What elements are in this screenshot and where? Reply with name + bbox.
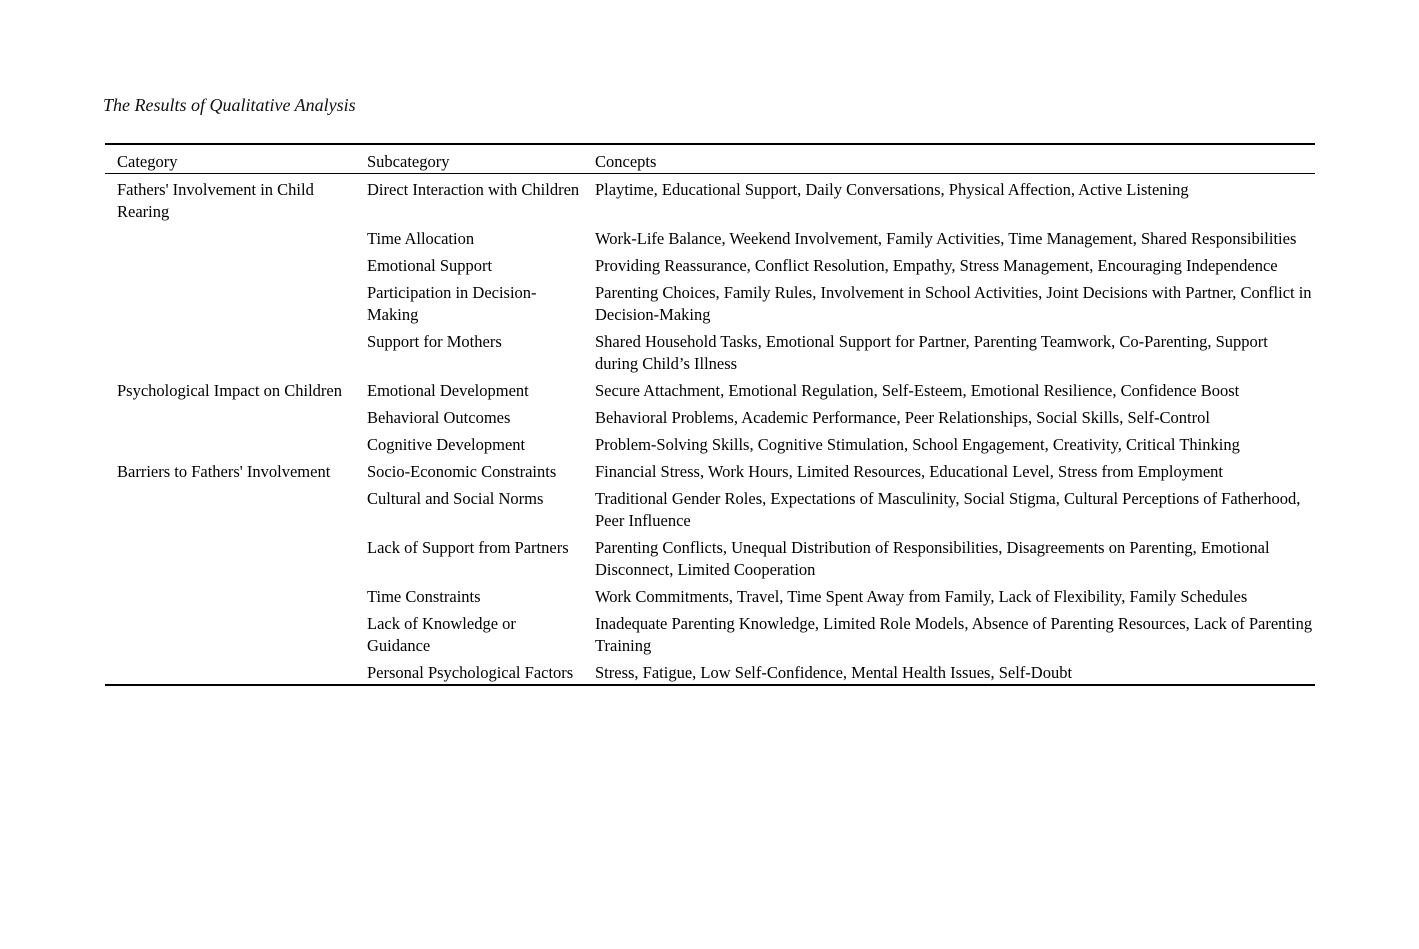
category-cell — [105, 429, 355, 456]
table-row — [105, 581, 1315, 608]
concepts-cell: Behavioral Problems, Academic Performance, Peer Relationships, Social Skills, Self-Control — [595, 408, 1210, 427]
table-row — [105, 326, 1315, 375]
subcategory-cell: Emotional Development — [367, 381, 529, 400]
subcategory-cell: Emotional Support — [367, 256, 493, 275]
table-body — [105, 174, 1315, 686]
category-cell — [105, 532, 355, 581]
subcategory-cell: Behavioral Outcomes — [367, 408, 511, 427]
category-cell — [105, 581, 355, 608]
category-cell: Barriers to Fathers' Involvement — [117, 462, 331, 481]
table-row — [105, 223, 1315, 250]
category-cell: Psychological Impact on Children — [117, 381, 342, 400]
table-row — [105, 657, 1315, 685]
concepts-cell: Stress, Fatigue, Low Self-Confidence, Mental Health Issues, Self-Doubt — [595, 663, 1073, 682]
subcategory-cell: Lack of Knowledge or Guidance — [367, 614, 516, 655]
table-header — [105, 144, 1315, 174]
header-row — [105, 144, 1315, 174]
table-row — [105, 375, 1315, 402]
qualitative-analysis-table — [105, 143, 1315, 686]
table-row — [105, 532, 1315, 581]
subcategory-cell: Time Constraints — [367, 587, 481, 606]
concepts-cell: Work-Life Balance, Weekend Involvement, Family Activities, Time Management, Shared Responsibilities — [595, 229, 1297, 248]
concepts-cell: Inadequate Parenting Knowledge, Limited Role Models, Absence of Parenting Resources, Lack of Parenting Training — [595, 614, 1313, 655]
page-title: The Results of Qualitative Analysis — [103, 95, 356, 115]
header-category: Category — [105, 144, 355, 174]
subcategory-cell: Personal Psychological Factors — [367, 663, 574, 682]
subcategory-cell: Time Allocation — [367, 229, 475, 248]
table-row — [105, 608, 1315, 657]
category-cell — [105, 657, 355, 685]
subcategory-cell: Direct Interaction with Children — [367, 180, 580, 199]
table-row — [105, 483, 1315, 532]
category-cell — [105, 277, 355, 326]
category-cell — [105, 402, 355, 429]
category-cell — [105, 250, 355, 277]
concepts-cell: Traditional Gender Roles, Expectations of Masculinity, Social Stigma, Cultural Perceptions of Fatherhood, Peer Influence — [595, 489, 1301, 530]
concepts-cell: Shared Household Tasks, Emotional Support for Partner, Parenting Teamwork, Co-Parenting, Support during Child’s Illness — [595, 332, 1268, 373]
subcategory-cell: Cognitive Development — [367, 435, 526, 454]
concepts-cell: Providing Reassurance, Conflict Resolution, Empathy, Stress Management, Encouraging Independence — [595, 256, 1278, 275]
header-concepts: Concepts — [583, 144, 1315, 174]
table-row — [105, 456, 1315, 483]
table-row — [105, 250, 1315, 277]
table-row — [105, 277, 1315, 326]
concepts-cell: Parenting Conflicts, Unequal Distribution of Responsibilities, Disagreements on Parenting, Emotional Disconnect, Limited Cooperation — [595, 538, 1270, 579]
concepts-cell: Parenting Choices, Family Rules, Involvement in School Activities, Joint Decisions with Partner, Conflict in Decision-Making — [595, 283, 1312, 324]
subcategory-cell: Participation in Decision-Making — [367, 283, 537, 324]
concepts-cell: Work Commitments, Travel, Time Spent Away from Family, Lack of Flexibility, Family Schedules — [595, 587, 1248, 606]
subcategory-cell: Socio-Economic Constraints — [367, 462, 557, 481]
category-cell — [105, 608, 355, 657]
header-subcategory: Subcategory — [355, 144, 583, 174]
subcategory-cell: Cultural and Social Norms — [367, 489, 544, 508]
table-row — [105, 429, 1315, 456]
subcategory-cell: Lack of Support from Partners — [367, 538, 569, 557]
table-row — [105, 174, 1315, 224]
category-cell — [105, 483, 355, 532]
table-row — [105, 402, 1315, 429]
category-cell — [105, 223, 355, 250]
subcategory-cell: Support for Mothers — [367, 332, 502, 351]
concepts-cell: Problem-Solving Skills, Cognitive Stimulation, School Engagement, Creativity, Critical Thinking — [595, 435, 1240, 454]
category-cell: Fathers' Involvement in Child Rearing — [117, 180, 314, 221]
concepts-cell: Financial Stress, Work Hours, Limited Resources, Educational Level, Stress from Employment — [595, 462, 1223, 481]
concepts-cell: Secure Attachment, Emotional Regulation, Self-Esteem, Emotional Resilience, Confidence Boost — [595, 381, 1240, 400]
concepts-cell: Playtime, Educational Support, Daily Conversations, Physical Affection, Active Listening — [595, 180, 1189, 199]
category-cell — [105, 326, 355, 375]
